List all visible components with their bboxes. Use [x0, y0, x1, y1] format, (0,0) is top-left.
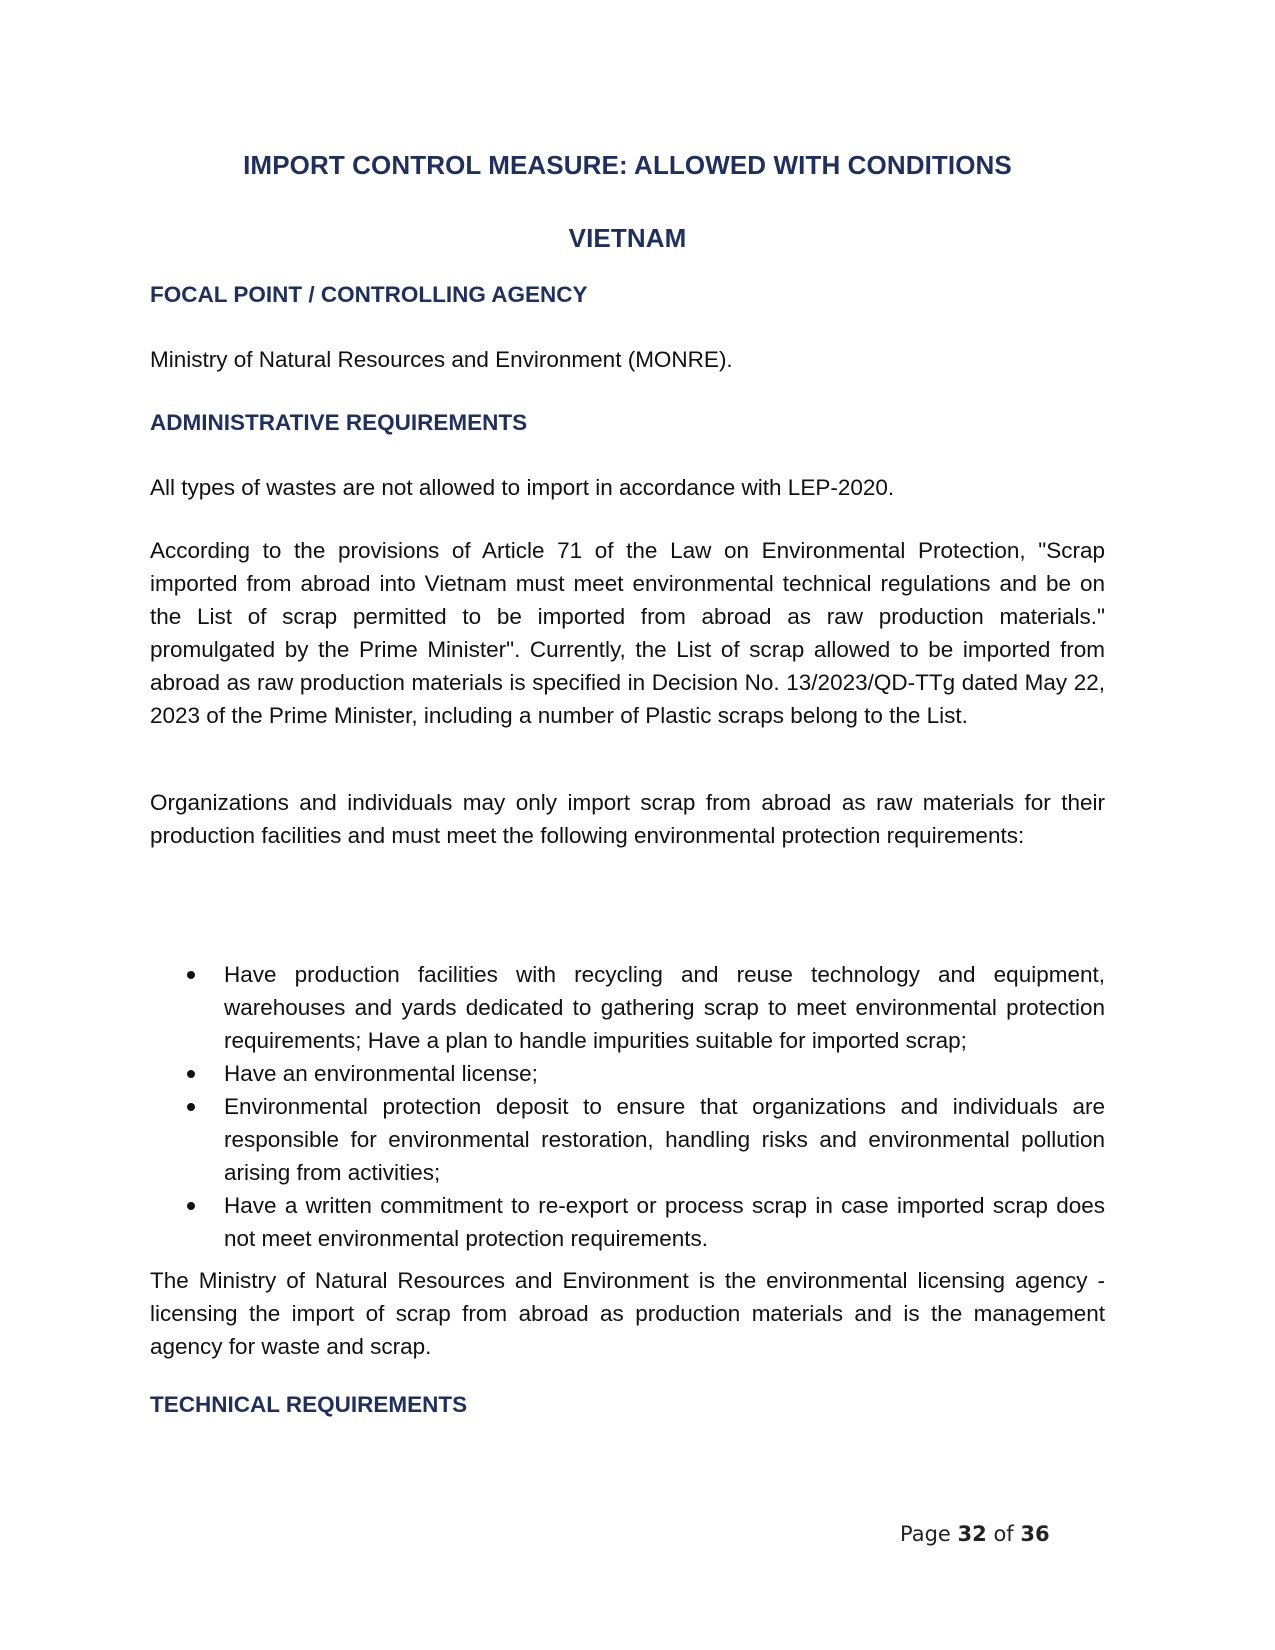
- administrative-paragraph-3: Organizations and individuals may only import scrap from abroad as raw materials for their production facilities and must meet the following environmental protection requirements:: [150, 790, 1105, 848]
- administrative-paragraph-2: According to the provisions of Article 71 of the Law on Environmental Protection, "Scrap imported from abroad into Vietnam must meet environmental technical regulations and be on the List of scrap permitted to be imported from abroad as raw production materials." promulgated by the Prime Minister". Currently, the List of scrap allowed to be imported from abroad as raw production materials is specified in Decision No. 13/2023/QD-TTg dated May 22, 2023 of the Prime Minister, including a number of Plastic scraps belong to the List.: [150, 538, 1105, 728]
- list-item-text: Have a written commitment to re-export or process scrap in case imported scrap does not meet environmental protection requirements.: [224, 1193, 1105, 1251]
- page-number-footer: [900, 1522, 1050, 1546]
- list-item-text: Have production facilities with recycling and reuse technology and equipment, warehouses and yards dedicated to gathering scrap to meet environmental protection requirements; Have a plan to handle impurities suitable for imported scrap;: [224, 962, 1105, 1053]
- country-title: VIETNAM: [568, 223, 687, 253]
- list-item: [224, 1057, 1105, 1090]
- focal-point-text: Ministry of Natural Resources and Environment (MONRE).: [150, 347, 733, 372]
- focal-point-heading: FOCAL POINT / CONTROLLING AGENCY: [150, 282, 588, 307]
- current-page-number: 32: [957, 1522, 987, 1546]
- list-item-text: Have an environmental license;: [224, 1061, 538, 1086]
- list-item-text: Environmental protection deposit to ensure that organizations and individuals are responsible for environmental restoration, handling risks and environmental pollution arising from activities;: [224, 1094, 1105, 1185]
- list-item: [224, 958, 1105, 1057]
- page-label: Page: [900, 1522, 951, 1546]
- page-title: IMPORT CONTROL MEASURE: ALLOWED WITH CONDITIONS: [243, 150, 1012, 180]
- total-page-count: 36: [1020, 1522, 1050, 1546]
- bullet-icon: [187, 971, 195, 979]
- bullet-icon: [187, 1202, 195, 1210]
- administrative-paragraph-1: All types of wastes are not allowed to import in accordance with LEP-2020.: [150, 475, 895, 500]
- administrative-closing-paragraph: The Ministry of Natural Resources and Environment is the environmental licensing agency - licensing the import of scrap from abroad as production materials and is the management agency for waste and scrap.: [150, 1268, 1105, 1359]
- of-label: of: [993, 1522, 1014, 1546]
- requirements-list: [150, 958, 1105, 1255]
- administrative-heading: ADMINISTRATIVE REQUIREMENTS: [150, 410, 528, 435]
- list-item: [224, 1090, 1105, 1189]
- technical-heading: TECHNICAL REQUIREMENTS: [150, 1392, 468, 1417]
- bullet-icon: [187, 1103, 195, 1111]
- list-item: [224, 1189, 1105, 1255]
- bullet-icon: [187, 1070, 195, 1078]
